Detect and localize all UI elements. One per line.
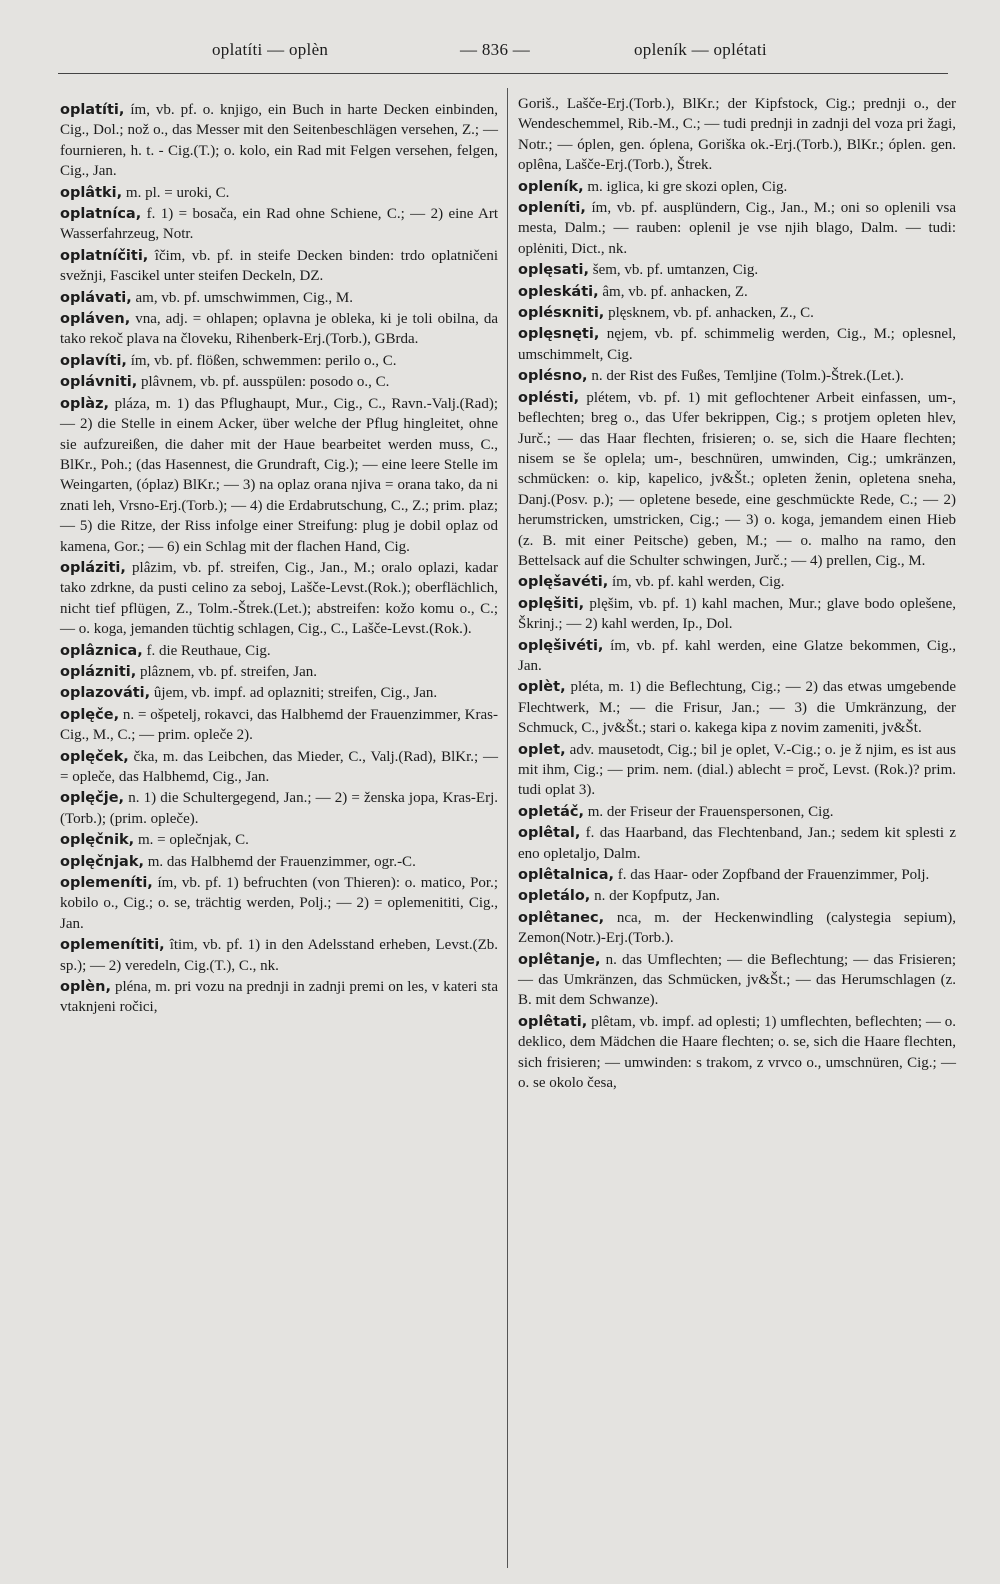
entry-definition: ím, vb. pf. o. knjigo, ein Buch in harte Decken einbinden, Cig., Dol.; nož o., das Messer mit den Seitenbeschlägen versehen, Z.; — fournieren, h. t. - Cig.(T.); o. kolo, ein Rad mit Felgen versehen, felgen, Cig., Jan. bbox=[60, 102, 498, 180]
entry-headword: oplâtki, bbox=[60, 184, 123, 201]
dictionary-entry bbox=[60, 641, 498, 661]
entry-headword: oplávati, bbox=[60, 289, 132, 306]
entry-headword: oplęšivéti, bbox=[518, 637, 604, 654]
entry-definition: f. das Haarband, das Flechtenband, Jan.; sedem kit splesti z eno opletaljo, Dalm. bbox=[518, 825, 956, 862]
dictionary-entry bbox=[60, 873, 498, 934]
dictionary-entry bbox=[518, 198, 956, 259]
entry-headword: oplèt, bbox=[518, 679, 566, 696]
dictionary-entry bbox=[518, 594, 956, 635]
entry-definition: vna, adj. = ohlapen; oplavna je obleka, ki je toli obilna, da tako rekoč plava na človeku, Rihenberk-Erj.(Torb.), GBrda. bbox=[60, 311, 498, 348]
entry-headword: opleníti, bbox=[518, 200, 586, 217]
dictionary-entry bbox=[60, 830, 498, 850]
column-divider bbox=[507, 88, 508, 1568]
dictionary-entry bbox=[60, 246, 498, 287]
entry-headword: oplet, bbox=[518, 741, 566, 758]
entry-headword: oplęče, bbox=[60, 706, 120, 723]
entry-headword: opleník, bbox=[518, 178, 584, 195]
entry-headword: opláziti, bbox=[60, 559, 126, 576]
entry-headword: oplêtalnica, bbox=[518, 867, 615, 884]
entry-headword: opláven, bbox=[60, 311, 131, 328]
header-left-guide-words: oplatíti — oplèn bbox=[212, 40, 329, 59]
dictionary-entry bbox=[60, 100, 498, 182]
dictionary-entry bbox=[60, 662, 498, 682]
entry-headword: oplatníca, bbox=[60, 206, 142, 223]
left-column bbox=[60, 100, 498, 1019]
entry-headword: oplâznica, bbox=[60, 642, 143, 659]
entry-definition: čka, m. das Leibchen, das Mieder, C., Valj.(Rad), BlKr.; — = opleče, das Halbhemd, Cig., Jan. bbox=[60, 748, 498, 785]
dictionary-entry bbox=[60, 977, 498, 1018]
dictionary-entry bbox=[60, 288, 498, 308]
entry-headword: opletálo, bbox=[518, 888, 591, 905]
entry-definition: plêtam, vb. impf. ad oplesti; 1) umflechten, beflechten; — o. deklico, dem Mädchen die Haare flechten; o. se, sich die Haare flechten, sich frisieren; — umwinden: s trakom, z vrvco o., umschnüren, Cig.; — o. se okolo česa, bbox=[518, 1013, 956, 1092]
page-header bbox=[0, 40, 1000, 70]
entry-definition: plęšim, vb. pf. 1) kahl machen, Mur.; glave bodo oplešene, Škrinj.; — 2) kahl werden, Ip., Dol. bbox=[518, 595, 956, 633]
entry-headword: oplęsati, bbox=[518, 262, 589, 279]
entry-definition: ím, vb. pf. flößen, schwemmen: perilo o., C. bbox=[126, 352, 397, 369]
entry-headword: oplêtanec, bbox=[518, 909, 605, 926]
entry-definition: pláza, m. 1) das Pflughaupt, Mur., Cig., C., Ravn.-Valj.(Rad); — 2) die Stelle in einem Acker, über welche der Pflug hingleitet, ohne sie aufzureißen, die daher mit der Haue bearbeitet werden muss, C., BlKr., Poh.; (das Hasennest, die Grundraft, Cig.); — eine leere Stelle im Weingarten, (óplaz) BlKr.; — 3) na oplaz orana njiva = orana tako, da ni znati leh, Vrsno-Erj.(Torb.); — 4) die Erdabrutschung, C., Z.; prim. plaz; — 5) die Ritze, der Riss infolge einer Streifung: plug je dobil oplaz od kamena, Gor.; — 6) ein Schlag mit der flachen Hand, Cig. bbox=[60, 395, 498, 555]
entry-definition: plâvnem, vb. pf. ausspülen: posodo o., C. bbox=[137, 374, 390, 391]
entry-definition: plâznem, vb. pf. streifen, Jan. bbox=[136, 663, 318, 680]
entry-definition: âm, vb. pf. anhacken, Z. bbox=[598, 283, 748, 300]
entry-definition: ûjem, vb. impf. ad oplazniti; streifen, Cig., Jan. bbox=[150, 685, 438, 702]
right-column bbox=[518, 94, 956, 1095]
entry-headword: oplésкniti, bbox=[518, 305, 605, 322]
dictionary-entry bbox=[518, 823, 956, 864]
entry-headword: oplêtal, bbox=[518, 825, 581, 842]
entry-definition: m. = oplečnjak, C. bbox=[134, 832, 249, 849]
entry-definition: ím, vb. pf. 1) befruchten (von Thieren): o. matico, Por.; kobilo o., Cig.; o. se, trächtig werden, Polj.; — 2) = oplemenititi, Cig., Jan. bbox=[60, 875, 498, 932]
entry-definition: îčim, vb. pf. in steife Decken binden: trdo oplatničeni svežnji, Fascikel unter steifen Deckeln, DZ. bbox=[60, 247, 498, 285]
entry-headword: oplęčnik, bbox=[60, 832, 135, 849]
dictionary-entry bbox=[518, 572, 956, 592]
entry-headword: oplèn, bbox=[60, 979, 111, 996]
dictionary-entry bbox=[518, 177, 956, 197]
dictionary-entry bbox=[60, 788, 498, 829]
entry-definition: m. iglica, ki gre skozi oplen, Cig. bbox=[583, 178, 788, 195]
entry-headword: oplęšiti, bbox=[518, 595, 585, 612]
entry-definition: îtim, vb. pf. 1) in den Adelsstand erheben, Levst.(Zb. sp.); — 2) veredeln, Cig.(T.), C., nk. bbox=[60, 937, 498, 974]
dictionary-entry bbox=[60, 705, 498, 746]
entry-headword: oplemenítiti, bbox=[60, 937, 165, 954]
entry-headword: oplęčnjak, bbox=[60, 853, 144, 870]
entry-headword: oplésno, bbox=[518, 368, 588, 385]
dictionary-entry bbox=[518, 366, 956, 386]
entry-headword: oplêtanje, bbox=[518, 951, 601, 968]
dictionary-entry bbox=[60, 683, 498, 703]
dictionary-entry bbox=[518, 260, 956, 280]
entry-headword: oplésti, bbox=[518, 389, 580, 406]
entry-headword: oplazováti, bbox=[60, 685, 151, 702]
dictionary-entry bbox=[518, 950, 956, 1011]
entry-definition: pléna, m. pri vozu na prednji in zadnji premi on les, v kateri sta vtaknjeni ročici, bbox=[60, 979, 498, 1016]
entry-headword: oplęček, bbox=[60, 748, 129, 765]
dictionary-entry bbox=[60, 372, 498, 392]
entry-definition: plâzim, vb. pf. streifen, Cig., Jan., M.; oralo oplazi, kadar tako zdrkne, da pusti celino za seboj, Lašče-Levst.(Rok.); oberflächlich, nicht tief pflügen, Z., Tolm.-Štrek.(Let.); abstreifen: kožo komu o., C.; — o. koga, jemanden tüchtig schlagen, Cig., C., Lašče-Levst.(Rok.). bbox=[60, 559, 498, 638]
dictionary-entry bbox=[518, 802, 956, 822]
dictionary-entry bbox=[60, 935, 498, 976]
entry-definition: f. 1) = bosača, ein Rad ohne Schiene, C.; — 2) eine Art Wasserfahrzeug, Notr. bbox=[60, 206, 498, 243]
entry-definition: m. das Halbhemd der Frauenzimmer, ogr.-C. bbox=[143, 853, 416, 870]
entry-headword: opleskáti, bbox=[518, 283, 599, 300]
entry-definition: adv. mausetodt, Cig.; bil je oplet, V.-Cig.; o. je ž njim, es ist aus mit ihm, Cig.; — prim. nem. (dial.) ablecht = proč, Levst. (Rok.)? prim. tudi oplat 3). bbox=[518, 741, 956, 799]
entry-headword: oplęčje, bbox=[60, 790, 125, 807]
entry-definition: šem, vb. pf. umtanzen, Cig. bbox=[588, 262, 759, 279]
dictionary-entry bbox=[60, 394, 498, 557]
entry-headword: oplêtati, bbox=[518, 1013, 588, 1030]
entry-definition: ím, vb. pf. kahl werden, eine Glatze bekommen, Cig., Jan. bbox=[518, 637, 956, 674]
entry-definition: n. der Rist des Fußes, Temljine (Tolm.)-Štrek.(Let.). bbox=[587, 368, 904, 385]
entry-definition: f. die Reuthaue, Cig. bbox=[142, 642, 271, 659]
entry-definition: n. 1) die Schultergegend, Jan.; — 2) = ženska jopa, Kras-Erj.(Torb.); (prim. opleče). bbox=[60, 790, 498, 827]
entry-headword: oplemeníti, bbox=[60, 875, 153, 892]
dictionary-entry bbox=[60, 204, 498, 245]
dictionary-entry bbox=[60, 351, 498, 371]
entry-definition: nca, m. der Heckenwindling (calystegia sepium), Zemon(Notr.)-Erj.(Torb.). bbox=[518, 909, 956, 947]
dictionary-entry bbox=[60, 558, 498, 640]
entry-headword: oplęsnęti, bbox=[518, 326, 600, 343]
dictionary-entry bbox=[60, 747, 498, 788]
entry-definition: ím, vb. pf. kahl werden, Cig. bbox=[608, 574, 785, 591]
entry-definition: m. pl. = uroki, C. bbox=[122, 184, 230, 201]
entry-definition: Goriš., Lašče-Erj.(Torb.), BlKr.; der Kipfstock, Cig.; prednji o., der Wendeschemmel, Rib.-M., C.; — tudi prednji in zadnji del voza pri žagi, Notr.; — óplen, gen. óplena, Goriška ok.-Erj.(Torb.), BlKr.; óplen. gen. oplêna, Lašče-Erj.(Torb.), Štrek. bbox=[518, 96, 956, 174]
entry-definition: m. der Friseur der Frauenspersonen, Cig. bbox=[583, 803, 834, 820]
entry-headword: oplàz, bbox=[60, 395, 110, 412]
dictionary-entry bbox=[518, 282, 956, 302]
dictionary-entry bbox=[518, 324, 956, 365]
entry-definition: n. = ošpetelj, rokavci, das Halbhemd der Frauenzimmer, Kras-Cig., M., C.; — prim. opleče 2). bbox=[60, 706, 498, 744]
page-number: — 836 — bbox=[460, 40, 531, 59]
dictionary-entry bbox=[60, 852, 498, 872]
header-right-guide-words: opleník — oplétati bbox=[634, 40, 767, 59]
entry-headword: oplázniti, bbox=[60, 663, 137, 680]
entry-headword: opletáč, bbox=[518, 803, 584, 820]
entry-definition: plęsknem, vb. pf. anhacken, Z., C. bbox=[604, 305, 814, 322]
dictionary-entry bbox=[518, 303, 956, 323]
entry-definition: plétem, vb. pf. 1) mit geflochtener Arbeit einfassen, um-, beflechten; breg o., das Ufer bekrippen, Cig.; s protjem opleten hlev, Jurč.; — das Haar flechten, frisieren; o. se, sich die Haare flechten; nisem se še oplela; um-, beschnüren, umwinden, Cig.; umkränzen, schmücken: o. kip, kapelico, jv&Št.; opleten ženin, opletena sneha, Danj.(Posv. p.); — opletene besede, eine geschmückte Rede, C.; — 2) herumstricken, umstricken, Cig.; — 3) o. koga, jemandem einen Hieb (z. B. mit einer Peitsche) geben, M.; — o. malho na ramo, den Bettelsack auf die Schulter schwingen, Jurč.; — 4) prellen, Cig., M. bbox=[518, 389, 956, 569]
dictionary-entry bbox=[518, 388, 956, 572]
dictionary-entry bbox=[60, 309, 498, 350]
dictionary-entry bbox=[518, 886, 956, 906]
header-rule bbox=[58, 73, 948, 74]
entry-headword: oplávniti, bbox=[60, 374, 138, 391]
entry-headword: oplavíti, bbox=[60, 352, 127, 369]
entry-definition: f. das Haar- oder Zopfband der Frauenzimmer, Polj. bbox=[614, 867, 930, 884]
entry-definition: n. das Umflechten; — die Beflechtung; — das Frisieren; — das Umkränzen, das Schmücken, jv&Št.; — das Herumschlagen (z. B. mit dem Schwanze). bbox=[518, 951, 956, 1009]
dictionary-entry bbox=[518, 865, 956, 885]
dictionary-entry bbox=[518, 636, 956, 677]
entry-headword: oplatníčiti, bbox=[60, 247, 149, 264]
dictionary-entry bbox=[60, 183, 498, 203]
dictionary-entry bbox=[518, 1012, 956, 1094]
entry-headword: oplatíti, bbox=[60, 102, 125, 118]
entry-definition: pléta, m. 1) die Beflechtung, Cig.; — 2) das etwas umgebende Flechtwerk, M.; — die Frisur, Jan.; — 3) die Umkränzung, der Schmuck, C., jv&Št.; stari o. kakega kipa z novim zameniti, jv&Št. bbox=[518, 679, 956, 737]
entry-definition: n. der Kopfputz, Jan. bbox=[590, 888, 720, 905]
entry-definition: ím, vb. pf. ausplündern, Cig., Jan., M.; oni so oplenili vsa mesta, Dalm.; — rauben: oplenil je vse njih blago, Dalm. — tudi: oplėniti, Dict., nk. bbox=[518, 200, 956, 257]
dictionary-entry bbox=[518, 740, 956, 801]
entry-definition: nęjem, vb. pf. schimmelig werden, Cig., M.; oplesnel, umschimmelt, Cig. bbox=[518, 326, 956, 363]
dictionary-entry bbox=[518, 677, 956, 738]
entry-definition: am, vb. pf. umschwimmen, Cig., M. bbox=[131, 289, 353, 306]
dictionary-entry bbox=[518, 94, 956, 176]
dictionary-entry bbox=[518, 908, 956, 949]
entry-headword: oplęšavéti, bbox=[518, 574, 609, 591]
